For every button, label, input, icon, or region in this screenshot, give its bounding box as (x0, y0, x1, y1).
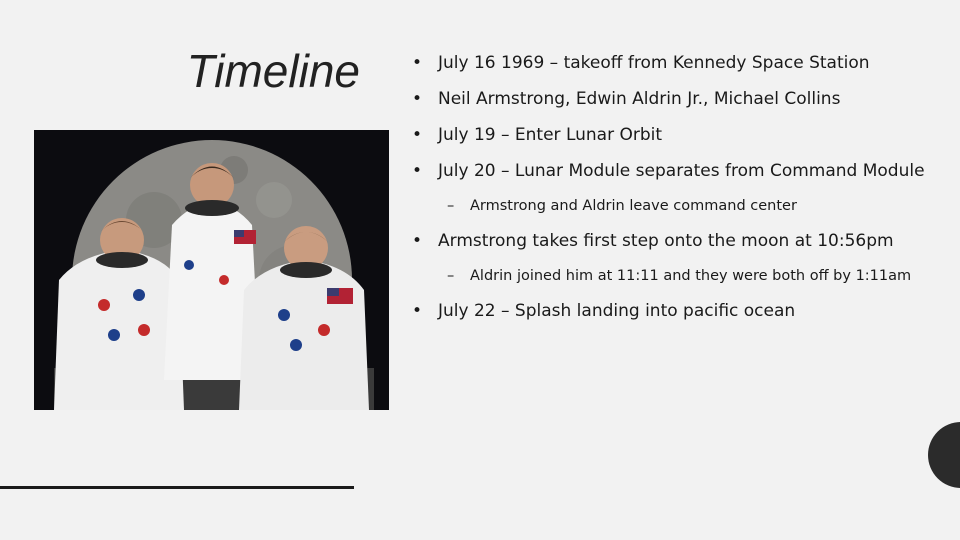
bullet-item: • July 20 – Lunar Module separates from Command Module (412, 161, 925, 181)
bullet-item: • July 19 – Enter Lunar Orbit (412, 125, 663, 145)
bullet-item: • Armstrong takes first step onto the moon at 10:56pm (412, 231, 894, 251)
sub-bullet-item: – Aldrin joined him at 11:11 and they were both off by 1:11am (447, 268, 912, 284)
bullet-item: • Neil Armstrong, Edwin Aldrin Jr., Michael Collins (412, 89, 841, 109)
sub-bullet-item: – Armstrong and Aldrin leave command center (447, 198, 797, 214)
bullet-item: • July 16 1969 – takeoff from Kennedy Space Station (412, 53, 870, 73)
timeline-bullet-list (412, 50, 942, 334)
slide-title: Timeline (186, 45, 360, 97)
decorative-circle (928, 422, 960, 488)
decorative-divider (0, 486, 354, 489)
bullet-item: • July 22 – Splash landing into pacific ocean (412, 301, 796, 321)
crew-photo (34, 130, 389, 410)
